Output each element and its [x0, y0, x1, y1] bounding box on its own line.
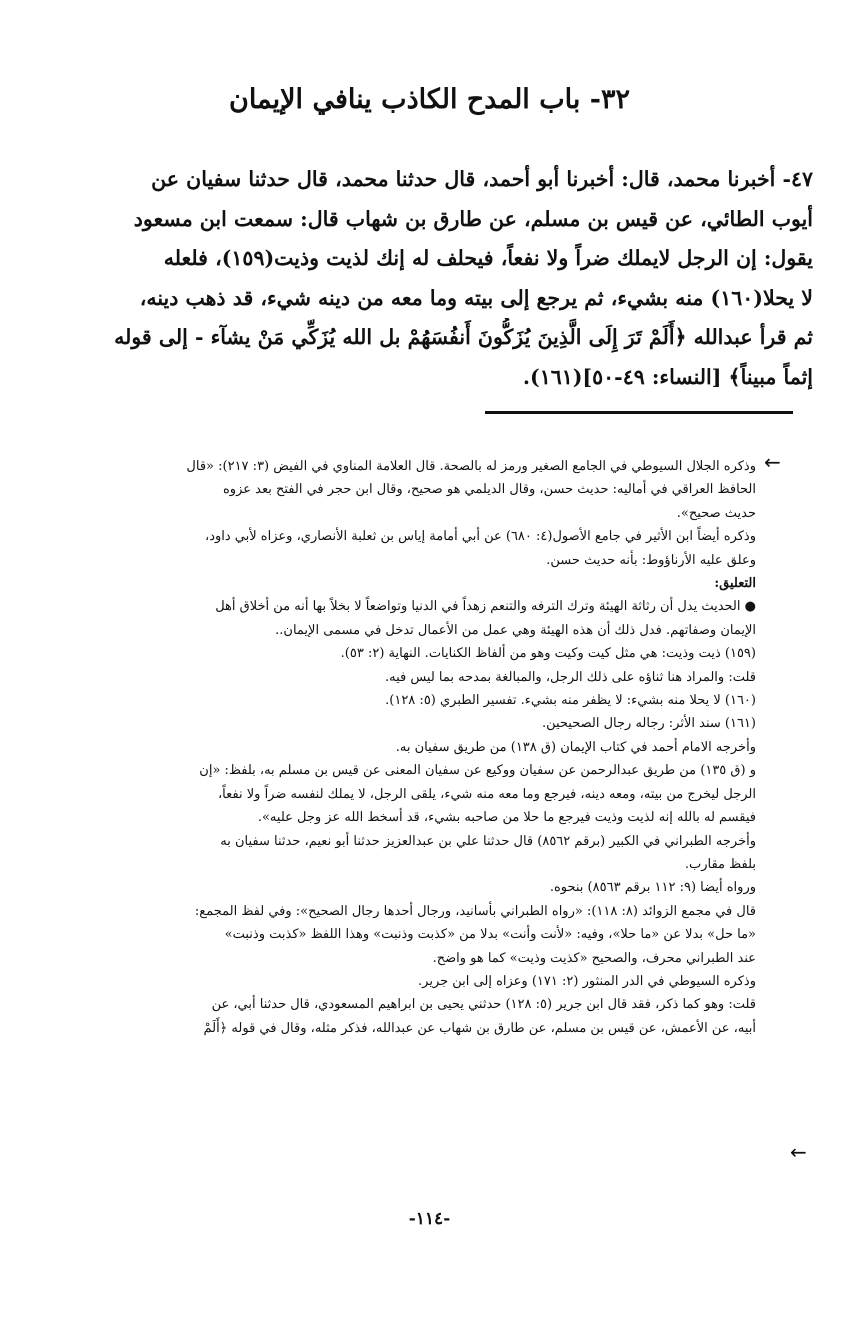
footnote-line: الإيمان وصفاتهم. فدل ذلك أن هذه الهيئة وهي عمل من الأعمال تدخل في مسمى الإيمان..	[275, 622, 756, 638]
footnote-line: (١٥٩) ذيت وذيت: هي مثل كيت وكيت وهو من ألفاظ الكنايات. النهاية (٢: ٥٣).	[340, 646, 756, 662]
footnote-line: وذكره الجلال السيوطي في الجامع الصغير ورمز له بالصحة. قال العلامة المناوي في الفيض (٣: ٢١٧): «قال	[186, 459, 756, 474]
footnote-line: قال في مجمع الزوائد (٨: ١١٨): «رواه الطبراني بأسانيد، ورجال أحدها رجال الصحيح»: وفي لفظ المجمع:	[194, 903, 756, 919]
footnote-line: قلت: وهو كما ذكر، فقد قال ابن جرير (٥: ١٢٨) حدثني يحيى بن ابراهيم المسعودي، قال حدثنا أبي، عن	[211, 997, 756, 1013]
page-number: -١١٤-	[408, 1209, 451, 1229]
footnote-line: وأخرجه الامام أحمد في كتاب الإيمان (ق ١٣٨) من طريق سفيان به.	[395, 739, 756, 755]
footnote-line: بلفظ مقارب.	[684, 856, 756, 872]
footnote-line: ● الحديث يدل أن رثاثة الهيئة وترك الترفه والتنعم زهداً في الدنيا وتواضعاً لا بخلاً بها أنه من أخلاق أهل	[215, 599, 756, 615]
continues-arrow-icon: ←	[790, 1140, 807, 1164]
footnote-divider	[485, 411, 793, 414]
hadith-text	[45, 160, 813, 397]
footnote-line: أبيه، عن الأعمش، عن قيس بن مسلم، عن طارق بن شهاب عن عبدالله، فذكر مثله، وقال في قوله ﴿أَلَمْ	[203, 1020, 756, 1036]
footnote-line: فيقسم له بالله إنه لذيت وذيت فيرجع ما حلا من صاحبه بشيء، قد أسخط الله عز وجل عليه».	[257, 810, 756, 826]
footnote-line: (١٦١) سند الأثر: رجاله رجال الصحيحين.	[541, 716, 756, 732]
hadith-line: ٤٧- أخبرنا محمد، قال: أخبرنا أبو أحمد، قال حدثنا محمد، قال حدثنا سفيان عن	[151, 167, 813, 191]
footnote-line: و (ق ١٣٥) من طريق عبدالرحمن عن سفيان ووكيع عن سفيان المعنى عن قيس بن مسلم به، بلفظ: «إن	[199, 763, 756, 779]
footnote-line: وعلق عليه الأرناؤوط: بأنه حديث حسن.	[546, 552, 756, 568]
footnote-line: وأخرجه الطبراني في الكبير (برقم ٨٥٦٢) قال حدثنا علي بن عبدالعزيز حدثنا أبو نعيم، حدثنا سفيان به	[220, 833, 756, 849]
hadith-line: لا يحلا(١٦٠) منه بشيء، ثم يرجع إلى بيته وما معه من دينه شيء، قد ذهب دينه،	[139, 285, 813, 310]
hadith-line: يقول: إن الرجل لايملك ضراً ولا نفعاً، فيحلف له إنك لذيت وذيت(١٥٩)، فلعله	[163, 246, 813, 270]
footnote-line: الحافظ العراقي في أماليه: حديث حسن، وقال الديلمي هو صحيح، وقال ابن حجر في الفتح بعد عزوه	[222, 482, 756, 498]
footnote-line: ورواه أيضا (٩: ١١٢ برقم ٨٥٦٣) بنحوه.	[549, 880, 756, 896]
footnote-line: وذكره أيضاً ابن الأثير في جامع الأصول(٤: ٦٨٠) عن أبي أمامة إياس بن ثعلبة الأنصاري، وعزاه لأبي داود،	[205, 529, 756, 545]
footnote-line: «ما حل» بدلا عن «ما حلا»، وفيه: «لأنت وأنت» بدلا من «كذبت وذنبت» وهذا اللفظ «كذبت وذنبت»	[224, 927, 756, 943]
chapter-title: ٣٢- باب المدح الكاذب ينافي الإيمان	[228, 84, 630, 115]
hadith-line: ثم قرأ عبدالله ﴿أَلَمْ تَرَ إِلَى الَّذِينَ يُزَكُّونَ أَنفُسَهُمْ بل الله يُزَكِّي مَنْ يشآء - إلى قوله	[114, 325, 813, 349]
continued-arrow-icon: ←	[764, 450, 781, 474]
footnote-line: الرجل ليخرج من بيته، ومعه دينه، فيرجع وما معه منه شيء، يلقى الرجل، لا يملك لنفسه ضراً ولا نفعاً،	[217, 786, 756, 802]
footnote-line: التعليق:	[714, 576, 756, 592]
hadith-line: إثماً مبيناً﴾ [النساء: ٤٩-٥٠](١٦١).	[522, 364, 813, 389]
footnote-line: (١٦٠) لا يحلا منه بشيء: لا يظفر منه بشيء. تفسير الطبري (٥: ١٢٨).	[385, 693, 756, 709]
footnote-line: وذكره السيوطي في الدر المنثور (٢: ١٧١) وعزاه إلى ابن جرير.	[418, 973, 756, 989]
hadith-line: أيوب الطائي، عن قيس بن مسلم، عن طارق بن شهاب قال: سمعت ابن مسعود	[133, 206, 813, 231]
footnotes	[42, 455, 756, 1040]
footnote-line: عند الطبراني محرف، والصحيح «كذيت وذيت» كما هو واضح.	[432, 950, 756, 966]
footnote-line: قلت: والمراد هنا ثناؤه على ذلك الرجل، والمبالغة بمدحه بما ليس فيه.	[384, 669, 756, 685]
footnote-line: حديث صحيح».	[676, 505, 756, 521]
